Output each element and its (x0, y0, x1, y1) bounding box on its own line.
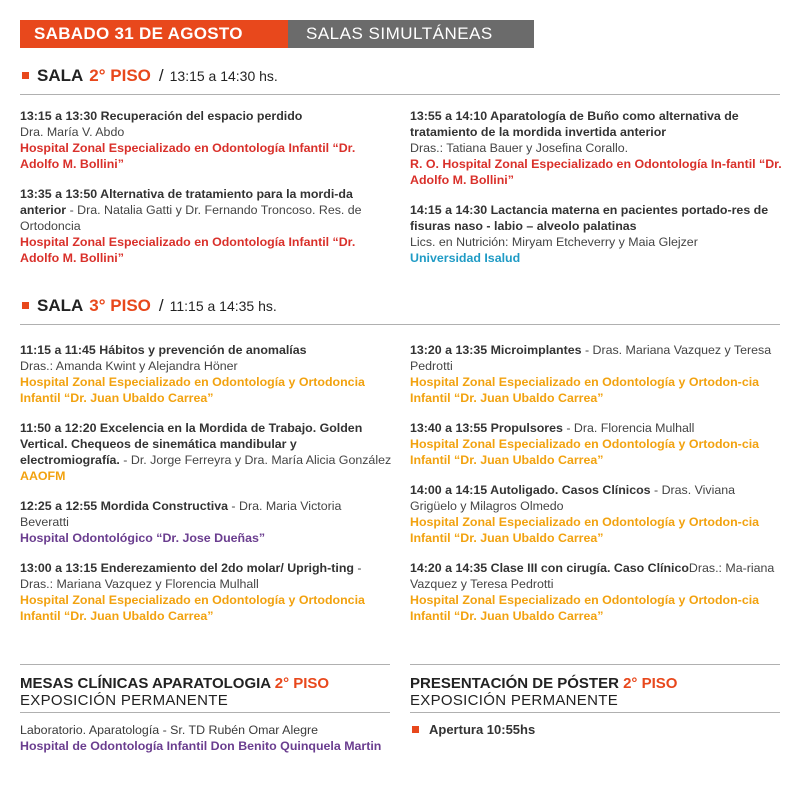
session-authors: - Dras.: Mariana Vazquez y Florencia Mulhall (20, 561, 362, 591)
session-title: Clase III con cirugía. Caso Clínico (487, 561, 689, 575)
session-title: Microimplantes (487, 343, 582, 357)
session-authors: Dra. María V. Abdo (20, 125, 125, 139)
session-time: 11:15 a 11:45 (20, 343, 96, 357)
session-institution: Universidad Isalud (410, 251, 521, 265)
sala2-left-column (20, 108, 386, 280)
session-authors: - Dr. Jorge Ferreyra y Dra. María Alicia González (119, 453, 392, 467)
session-institution: Hospital Odontológico “Dr. Jose Dueñas” (20, 531, 266, 545)
bullet-square-icon (412, 726, 419, 733)
mesas-heading (20, 675, 400, 709)
session-entry (20, 186, 386, 266)
session-title: Mordida Constructiva (97, 499, 228, 513)
session-institution: AAOFM (20, 469, 66, 483)
poster-heading (410, 675, 790, 709)
session-authors: Dras.: Tatiana Bauer y Josefina Corallo. (410, 141, 629, 155)
session-title: Enderezamiento del 2do molar/ Uprigh-ting (97, 561, 354, 575)
session-title: Lactancia materna en pacientes portado-res de fisuras naso - labio – alveolo palatinas (410, 203, 769, 233)
session-institution: Hospital Zonal Especializado en Odontología y Ortodon-cia Infantil “Dr. Juan Ubaldo Carrea” (410, 515, 760, 545)
sala3-word: SALA (37, 296, 84, 315)
session-entry (20, 498, 392, 546)
poster-floor: 2° PISO (623, 675, 678, 692)
session-time: 13:15 a 13:30 (20, 109, 98, 123)
session-entry (20, 108, 386, 172)
session-time: 13:20 a 13:35 (410, 343, 488, 357)
session-authors: - Dra. Florencia Mulhall (562, 421, 695, 435)
poster-item-label: Apertura 10:55hs (429, 722, 536, 737)
sala2-slash: / (158, 66, 164, 85)
mesas-entry-authors: - Sr. TD Rubén Omar Alegre (159, 723, 319, 737)
session-time: 12:25 a 12:55 (20, 499, 98, 513)
session-entry (410, 482, 782, 546)
session-time: 13:00 a 13:15 (20, 561, 98, 575)
sala3-slash: / (158, 296, 164, 315)
mesas-subtitle: EXPOSICIÓN PERMANENTE (20, 692, 229, 709)
poster-subtitle: EXPOSICIÓN PERMANENTE (410, 692, 619, 709)
sala3-time: 11:15 a 14:35 hs. (169, 298, 277, 314)
session-time: 13:40 a 13:55 (410, 421, 488, 435)
session-authors: Dras.: Ma-riana Vazquez y Teresa Pedrotti (410, 561, 775, 591)
mesas-institution: Hospital de Odontología Infantil Don Benito Quinquela Martin (20, 739, 382, 753)
sala2-right-column (410, 108, 782, 280)
sala3-left-column (20, 342, 392, 638)
session-authors: - Dra. Maria Victoria Beveratti (20, 499, 342, 529)
divider (410, 664, 780, 665)
session-authors: - Dras. Viviana Grigüelo y Milagros Olmedo (410, 483, 736, 513)
session-time: 14:15 a 14:30 (410, 203, 488, 217)
session-entry (410, 560, 782, 624)
sala3-floor: 3° PISO (89, 296, 151, 315)
session-institution: Hospital Zonal Especializado en Odontología y Ortodoncia Infantil “Dr. Juan Ubaldo Carrea” (20, 593, 365, 623)
session-title: Hábitos y prevención de anomalías (95, 343, 307, 357)
session-institution: R. O. Hospital Zonal Especializado en Odontología In-fantil “Dr. Adolfo M. Bollini” (410, 157, 782, 187)
sala2-time: 13:15 a 14:30 hs. (169, 68, 278, 84)
poster-item (412, 722, 535, 737)
mesas-entry-title: Laboratorio. Aparatología (20, 723, 160, 737)
session-institution: Hospital Zonal Especializado en Odontología Infantil “Dr. Adolfo M. Bollini” (20, 235, 356, 265)
divider (410, 712, 780, 713)
session-entry (20, 342, 392, 406)
session-time: 14:20 a 14:35 (410, 561, 488, 575)
bullet-square-icon (22, 302, 29, 309)
divider (20, 94, 780, 95)
sala2-floor: 2° PISO (89, 66, 151, 85)
salas-banner: SALAS SIMULTÁNEAS (288, 20, 534, 48)
session-time: 13:55 a 14:10 (410, 109, 488, 123)
session-title: Autoligado. Casos Clínicos (487, 483, 651, 497)
sala3-right-column (410, 342, 782, 638)
session-entry (410, 342, 782, 406)
session-time: 13:35 a 13:50 (20, 187, 98, 201)
session-authors: Lics. en Nutrición: Miryam Etcheverry y Maia Glejzer (410, 235, 698, 249)
date-banner: SABADO 31 DE AGOSTO (20, 20, 288, 48)
sala2-heading (22, 66, 278, 86)
session-entry (20, 560, 392, 624)
session-title: Aparatología de Buño como alternativa de tratamiento de la mordida invertida anterior (410, 109, 739, 139)
session-authors: Dras.: Amanda Kwint y Alejandra Höner (20, 359, 238, 373)
session-institution: Hospital Zonal Especializado en Odontología y Ortodoncia Infantil “Dr. Juan Ubaldo Carrea” (20, 375, 365, 405)
mesas-title: MESAS CLÍNICAS APARATOLOGIA (20, 675, 275, 692)
divider (20, 664, 390, 665)
session-title: Alternativa de tratamiento para la mordi-da anterior (20, 187, 353, 217)
session-title: Propulsores (487, 421, 563, 435)
session-title: Excelencia en la Mordida de Trabajo. Golden Vertical. Chequeos de sinemática mandibular y electromiografía. (20, 421, 363, 467)
session-time: 14:00 a 14:15 (410, 483, 488, 497)
session-entry (410, 202, 782, 266)
header-bar (20, 20, 534, 48)
session-authors: - Dras. Mariana Vazquez y Teresa Pedrotti (410, 343, 772, 373)
session-authors: - Dra. Natalia Gatti y Dr. Fernando Troncoso. Res. de Ortodoncia (20, 203, 362, 233)
bullet-square-icon (22, 72, 29, 79)
poster-title: PRESENTACIÓN DE PÓSTER (410, 675, 624, 692)
session-institution: Hospital Zonal Especializado en Odontología Infantil “Dr. Adolfo M. Bollini” (20, 141, 356, 171)
mesas-floor: 2° PISO (274, 675, 330, 692)
session-entry (410, 108, 782, 188)
session-time: 11:50 a 12:20 (20, 421, 97, 435)
session-institution: Hospital Zonal Especializado en Odontología y Ortodon-cia Infantil “Dr. Juan Ubaldo Carrea” (410, 375, 760, 405)
mesas-entry (20, 722, 392, 754)
session-title: Recuperación del espacio perdido (97, 109, 303, 123)
sala2-word: SALA (37, 66, 84, 85)
sala3-heading (22, 296, 277, 316)
divider (20, 712, 390, 713)
session-institution: Hospital Zonal Especializado en Odontología y Ortodon-cia Infantil “Dr. Juan Ubaldo Carrea” (410, 593, 760, 623)
session-entry (410, 420, 782, 468)
session-institution: Hospital Zonal Especializado en Odontología y Ortodon-cia Infantil “Dr. Juan Ubaldo Carrea” (410, 437, 760, 467)
session-entry (20, 420, 392, 484)
divider (20, 324, 780, 325)
